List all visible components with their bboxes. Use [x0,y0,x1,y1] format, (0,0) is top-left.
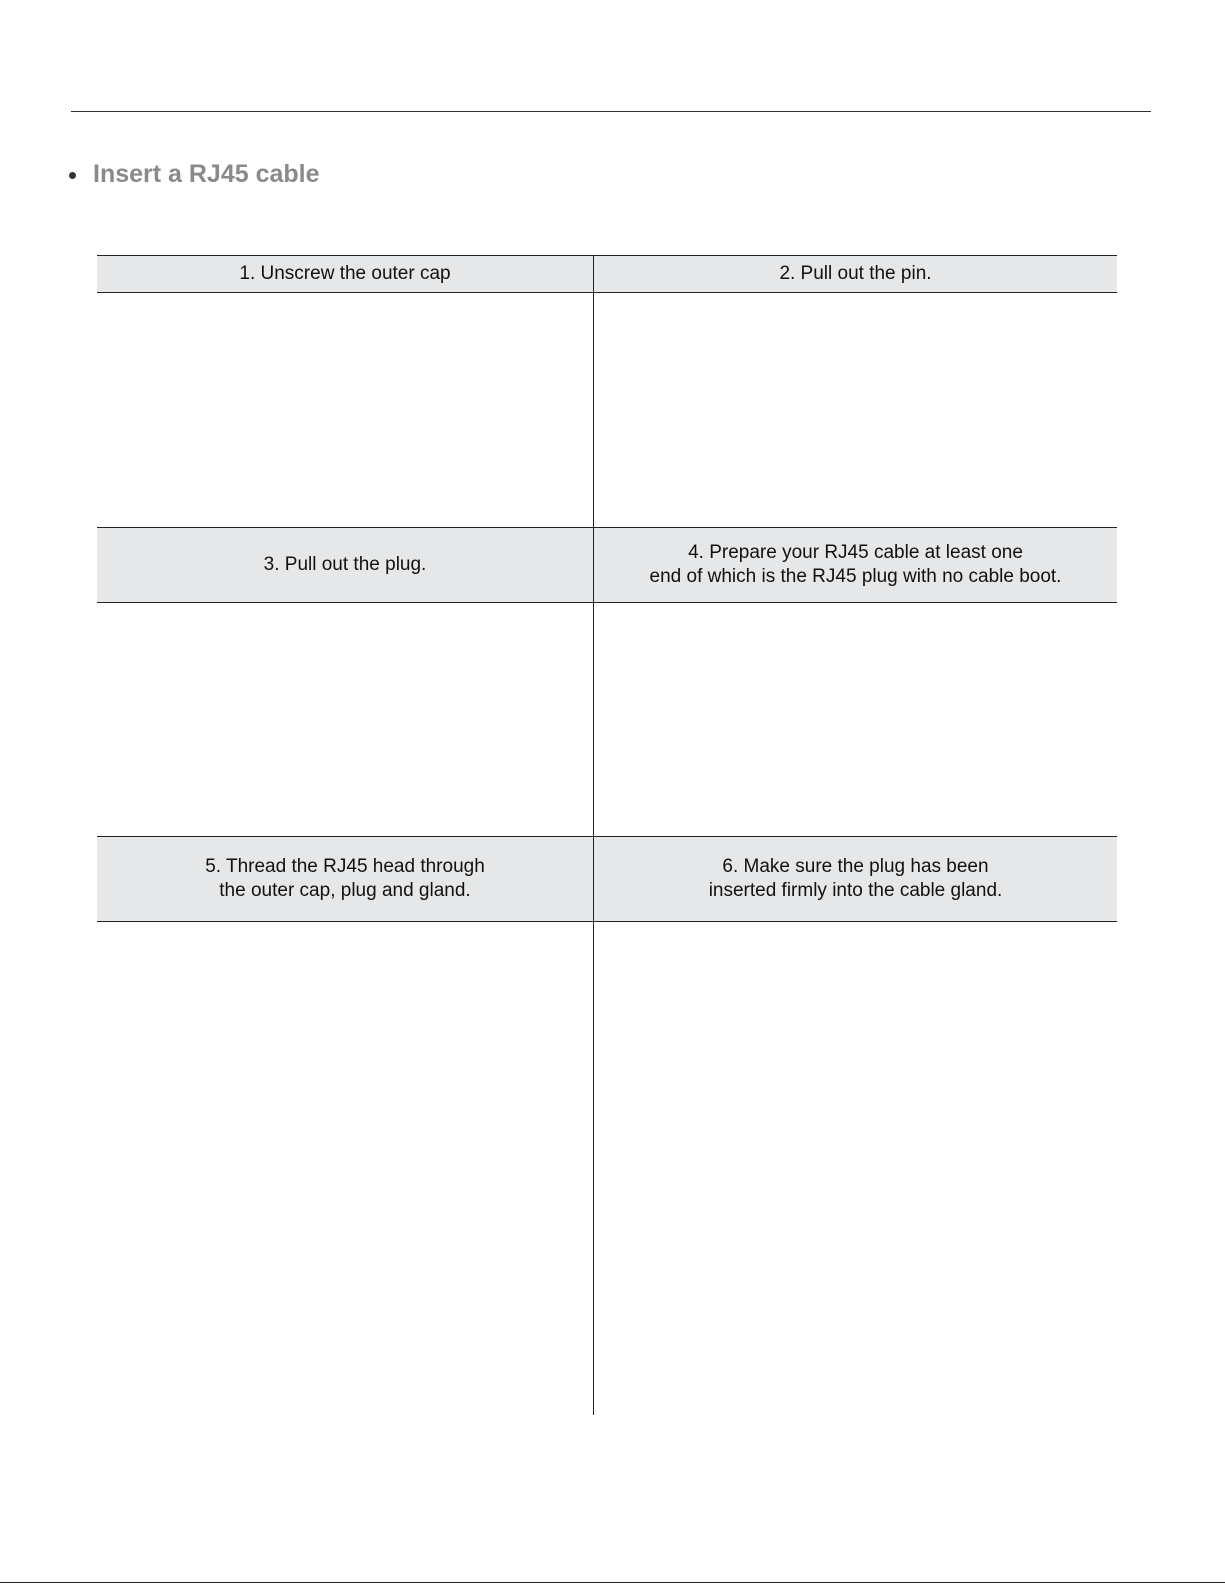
step-4-label: 4. Prepare your RJ45 cable at least one end of which is the RJ45 plug with no cable boot. [649,542,1062,587]
step-4-image-area [593,603,1117,836]
step-header-row [97,527,1117,603]
step-5-image-area [97,922,593,1415]
steps-table [97,255,1117,1415]
bullet-icon [69,172,76,179]
step-header-row [97,255,1117,293]
step-3-header [97,528,593,602]
step-6-label: 6. Make sure the plug has been inserted firmly into the cable gland. [708,856,1003,901]
step-6-header [593,837,1117,921]
section-title: Insert a RJ45 cable [93,160,320,188]
bottom-divider [0,1582,1225,1583]
step-5-label: 5. Thread the RJ45 head through the outer cap, plug and gland. [205,856,485,901]
step-1-header [97,256,593,292]
step-2-label: 2. Pull out the pin. [779,263,932,284]
step-3-label: 3. Pull out the plug. [263,554,427,575]
step-image-row [97,603,1117,836]
step-image-row [97,293,1117,527]
step-6-image-area [593,922,1117,1415]
step-2-header [593,256,1117,292]
step-1-image-area [97,293,593,527]
step-1-label: 1. Unscrew the outer cap [239,263,451,284]
top-divider [71,111,1151,112]
step-2-image-area [593,293,1117,527]
step-image-row [97,922,1117,1415]
step-4-header [593,528,1117,602]
section-heading [69,160,320,189]
step-3-image-area [97,603,593,836]
step-5-header [97,837,593,921]
step-header-row [97,836,1117,922]
